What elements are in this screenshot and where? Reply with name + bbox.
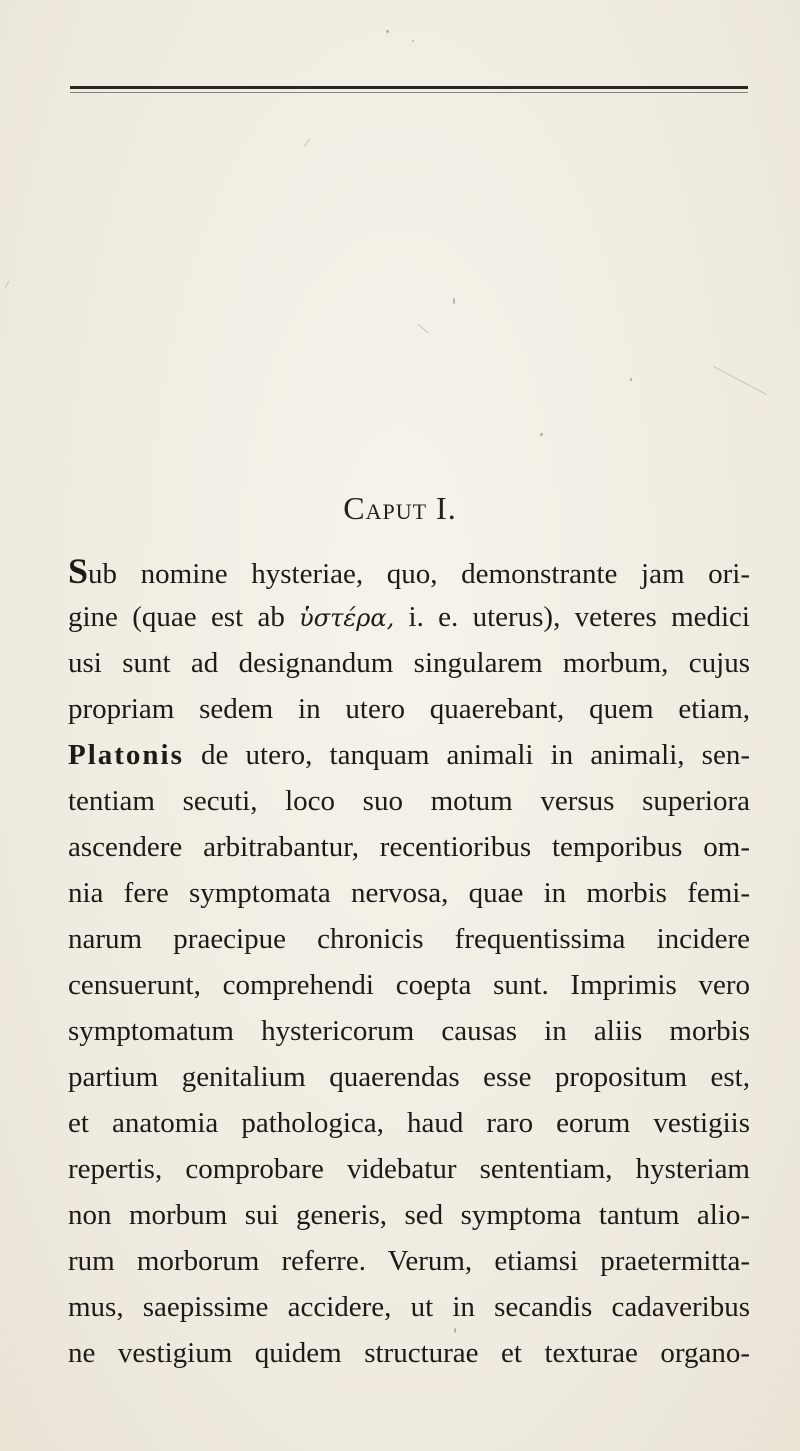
text-line: et anatomia pathologica, haud raro eorum vestigiis (68, 1107, 750, 1139)
scan-stroke (417, 324, 428, 334)
text-line: mus, saepissime accidere, ut in secandis cadaveribus (68, 1291, 750, 1323)
scan-stroke (303, 138, 310, 146)
initial-letter: S (68, 551, 89, 591)
scan-speck (386, 30, 389, 33)
scan-speck (412, 40, 414, 42)
text-line: tentiam secuti, loco suo motum versus superiora (68, 785, 750, 817)
text-line: non morbum sui generis, sed symptoma tantum alio- (68, 1199, 750, 1231)
greek-word: ὑστέρα, (299, 604, 395, 632)
text-line: ne vestigium quidem structurae et texturae organo- (68, 1337, 750, 1369)
text-line: propriam sedem in utero quaerebant, quem etiam, (68, 693, 750, 725)
text-line: usi sunt ad designandum singularem morbum, cujus (68, 647, 750, 679)
text-line: nia fere symptomata nervosa, quae in morbis femi- (68, 877, 750, 909)
paragraph (68, 548, 750, 1376)
text-line: censuerunt, comprehendi coepta sunt. Imprimis vero (68, 969, 750, 1001)
author-name: Platonis (68, 739, 184, 771)
text-line: partium genitalium quaerendas esse propositum est, (68, 1061, 750, 1093)
text-line: symptomatum hystericorum causas in aliis morbis (68, 1015, 750, 1047)
text-line: Platonis de utero, tanquam animali in animali, sen- (68, 739, 750, 771)
top-rule (70, 86, 748, 89)
text-line: narum praecipue chronicis frequentissima incidere (68, 923, 750, 955)
text-line: repertis, comprobare videbatur sententiam, hysteriam (68, 1153, 750, 1185)
text-line: Sub nomine hysteriae, quo, demonstrante jam ori- (68, 551, 750, 591)
scan-speck (453, 298, 455, 304)
chapter-heading: Caput I. (343, 490, 457, 526)
scan-stroke (5, 281, 10, 288)
top-rule-thin (70, 92, 748, 93)
text-line: gine (quae est ab ὑστέρα, i. e. uterus), veteres medici (68, 601, 750, 633)
text-line: ascendere arbitrabantur, recentioribus temporibus om- (68, 831, 750, 863)
scan-speck (540, 433, 543, 436)
scan-speck (630, 378, 632, 381)
text-line: rum morborum referre. Verum, etiamsi praetermitta- (68, 1245, 750, 1277)
scan-stroke (713, 366, 766, 395)
